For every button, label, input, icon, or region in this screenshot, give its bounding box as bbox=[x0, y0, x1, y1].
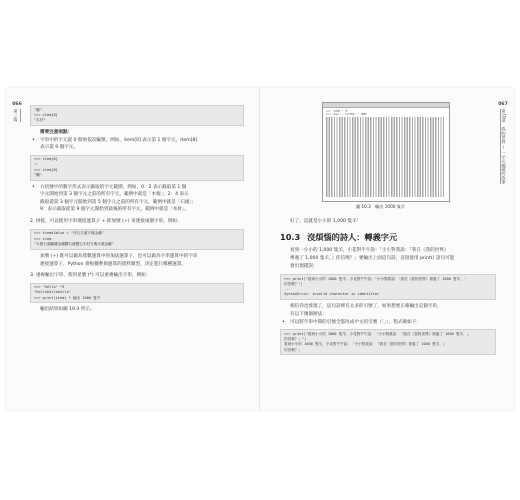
bullet-item bbox=[30, 184, 244, 214]
code-line: "hellohellohello" bbox=[34, 290, 71, 295]
code-block bbox=[280, 274, 496, 300]
right-page-number: 067 bbox=[498, 102, 508, 107]
code-block bbox=[30, 155, 244, 181]
code-line: >>> print("看到小小的 1000 隻羊，小花對牛牛說："小小對我說：'我在《我的世界》裡養了 1000 隻羊，' bbox=[284, 276, 467, 281]
code-line: "購" bbox=[34, 107, 42, 112]
paragraph-line: 有以下幾個辦法： bbox=[290, 311, 327, 317]
code-line: 你信嗎？」") bbox=[284, 337, 307, 342]
bullet-item bbox=[30, 137, 244, 152]
bullet-item: • 可以將字串中間的引號全都改成中文的引號（「」）。程式碼如下： bbox=[280, 319, 496, 327]
right-content bbox=[280, 102, 496, 358]
code-block bbox=[30, 229, 244, 250]
left-side-tab bbox=[10, 102, 24, 123]
code-line: "木棍石頭鐵礦金礦鑽石綠寶石木材方塊木頭金礦" bbox=[34, 241, 114, 246]
code-line: >>> items2also = "斧石木頭方塊金礦" bbox=[34, 231, 104, 236]
paragraph bbox=[280, 303, 496, 319]
code-line: 你信嗎？") bbox=[284, 281, 303, 286]
code-line: 看到小小的 1000 隻羊，小花對牛牛說：「小小對我說：『我在《我的世界》裡養了 1000 隻羊，』 bbox=[284, 342, 447, 347]
left-side-text: 第二篇 bbox=[13, 109, 19, 122]
paragraph: 好了，這就是小小的 1,000 隻羊！ bbox=[290, 219, 362, 224]
code-line: >>> item[8] bbox=[34, 167, 58, 172]
code-block bbox=[280, 329, 496, 355]
bullet-line: 字串中的字元從 0 開始依次編號，例如，item[0] 表示第 1 個字元，item[8] bbox=[40, 137, 198, 143]
code-line: >>> print(item) * 輸出 1000 隻羊 bbox=[34, 295, 101, 300]
paragraph-line: 會出現錯誤： bbox=[290, 264, 318, 269]
figure-output-pattern bbox=[326, 117, 444, 197]
code-line: 你信嗎？」 bbox=[284, 347, 302, 352]
code-block bbox=[30, 105, 244, 126]
paragraph bbox=[30, 253, 244, 269]
numbered-item: 3. 重複輸出字串，使用星號 (*) 可以重複輸出字串，例如： bbox=[30, 272, 151, 278]
code-line: SyntaxError: invalid character in identifier bbox=[284, 292, 380, 297]
bullet-line: 9：表示截取從第 9 個字元開始到最後的所有字元，範例中就是「木材」。 bbox=[40, 207, 189, 213]
paragraph-line: 加號 (+) 既可以做為算數運算中的加法運算子，也可以做為字串運算中的字串 bbox=[40, 253, 198, 259]
code-line: "木材" bbox=[34, 117, 46, 122]
code-line: >>> item[8] bbox=[34, 112, 58, 117]
section-number: 10.3 bbox=[280, 232, 301, 242]
figure-window-bar bbox=[323, 103, 449, 108]
figure-caption: 圖 10.3 輸出 1000 隻羊 bbox=[356, 204, 406, 209]
section-heading bbox=[280, 232, 496, 243]
paragraph-line: 裡養了 1,000 隻羊，』你信嗎？」要輸出上面這句話，直接使用 print() 語句可能 bbox=[290, 256, 455, 261]
paragraph: 輸出結果如圖 10.3 所示。 bbox=[40, 307, 95, 313]
left-content bbox=[30, 102, 244, 314]
paragraph-line: 連接運算子，Python 會根據參與運算的資料類型，決定進行哪種運算。 bbox=[40, 261, 187, 267]
paragraph-line: 相信你也發現了，這句話裡有太多的引號了，如果想要正確輸出這個字串， bbox=[290, 303, 442, 309]
bullet-line: 表示第 9 個字元。 bbox=[40, 145, 79, 151]
right-side-tab bbox=[496, 102, 510, 185]
code-line: >>> item[0] bbox=[34, 157, 58, 162]
code-block bbox=[30, 283, 244, 304]
right-side-text: 第10章 我的世界 — 一字元編碼的故事 bbox=[501, 109, 507, 185]
code-line: "購" bbox=[34, 172, 42, 177]
bullet-line: 方括號中的數字形式表示截取的字元範圍，例如，0：2 表示截取第 1 個 bbox=[40, 184, 187, 190]
book-spread bbox=[6, 88, 514, 410]
code-line: >>> item bbox=[34, 236, 52, 241]
notes-title: 需要注意兩點： bbox=[40, 129, 73, 135]
code-line: >>> "hello" *3 bbox=[34, 285, 65, 290]
figure-line: >>> "1000 * 羊" bbox=[326, 110, 349, 113]
left-page-number: 066 bbox=[12, 102, 22, 107]
bullet-line: 截取從第 3 個字元開始到第 5 個字元之前的所有字元，範例中就是「石頭」； bbox=[40, 199, 197, 205]
right-page bbox=[260, 88, 514, 410]
code-line: "" bbox=[34, 162, 39, 167]
code-line: ... bbox=[284, 286, 291, 291]
section-title: 沒煩惱的詩人：轉義字元 bbox=[307, 232, 398, 242]
figure-screenshot bbox=[322, 102, 450, 202]
figure-code bbox=[326, 110, 367, 116]
code-line: >>> print("看到小小的 1000 隻羊，小花對牛牛說：「小小對我說：『我在《我的世界》裡養了 1000 隻羊，』 bbox=[284, 331, 471, 336]
paragraph-line: 看到一小小的 1,000 隻羊，小花對牛牛說：「小小對我說：『我在《我的世界》 bbox=[290, 248, 449, 253]
bullet-line: 字元開始到第 3 個字元之前的所有字元，範例中就是「木棍」；2：4 表示 bbox=[40, 192, 189, 198]
figure-line: >>> item = "\u7f8a" * 1000 bbox=[326, 113, 367, 116]
numbered-item: 2. 拼接，可以使用字串連接運算子 + 即加號 (+) 來連接兩個字串，例如： bbox=[30, 218, 182, 224]
left-page bbox=[6, 88, 260, 410]
paragraph bbox=[280, 247, 496, 271]
